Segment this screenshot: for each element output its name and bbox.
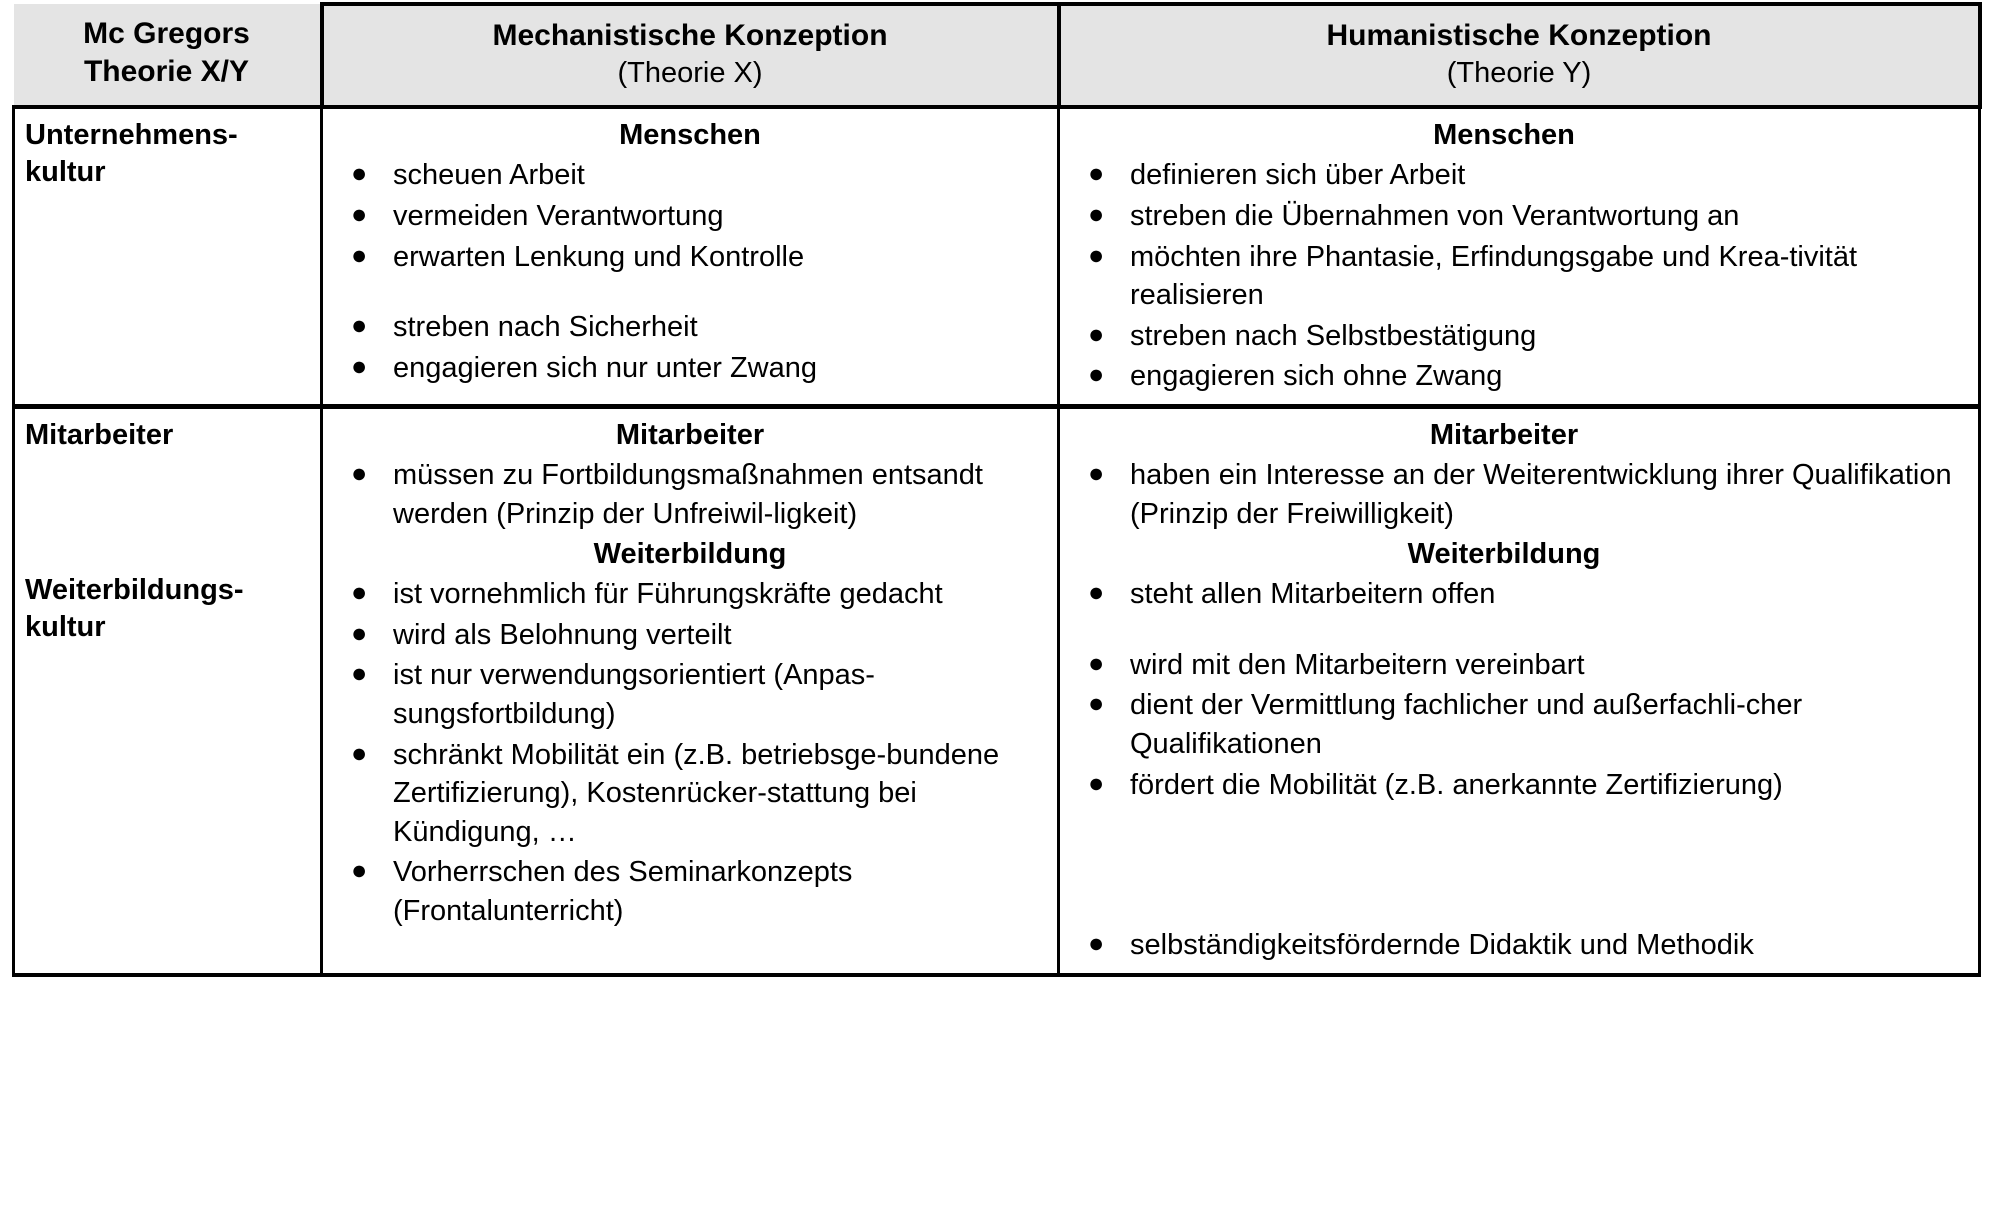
bullet-list-menschen-x — [333, 156, 1047, 387]
row-label-gap — [25, 454, 314, 572]
theory-y-subtitle: (Theorie Y) — [1446, 57, 1592, 89]
row-label-line4: kultur — [25, 610, 106, 643]
list-item — [333, 736, 1047, 852]
list-item — [1070, 926, 1968, 965]
corner-title-line1: Mc Gregors — [83, 16, 250, 50]
list-item — [333, 156, 1047, 195]
bullet-icon: ● — [351, 855, 368, 886]
list-item — [333, 308, 1047, 347]
header-cell-theory-x — [322, 4, 1059, 107]
bullet-icon: ● — [351, 239, 368, 270]
cell-weiterbildung-theorie-x — [322, 406, 1059, 974]
bullet-icon: ● — [1088, 359, 1105, 390]
bullet-list-mitarbeiter-y — [1070, 456, 1968, 533]
list-item-text: erwarten Lenkung und Kontrolle — [393, 240, 805, 273]
corner-title-line2: Theorie X/Y — [83, 55, 250, 89]
bullet-icon: ● — [1088, 158, 1105, 189]
list-item-text: engagieren sich ohne Zwang — [1130, 360, 1503, 393]
bullet-icon: ● — [1088, 318, 1105, 349]
cell-heading-mitarbeiter-y: Mitarbeiter — [1429, 418, 1579, 451]
row-label-mitarbeiter-weiterbildungskultur — [14, 406, 322, 974]
list-item — [333, 456, 1047, 533]
list-item-text: Vorherrschen des Seminarkonzepts (Frontalunterricht) — [393, 856, 853, 927]
list-item-text: wird als Belohnung verteilt — [393, 618, 732, 651]
list-item — [1070, 357, 1968, 396]
cell-unternehmenskultur-theorie-x — [322, 107, 1059, 407]
list-item-text: ist nur verwendungsorientiert (Anpas-sungsfortbildung) — [393, 659, 875, 730]
table-body — [14, 107, 1980, 975]
bullet-icon: ● — [351, 458, 368, 489]
cell-unternehmenskultur-theorie-y — [1059, 107, 1980, 407]
bullet-icon: ● — [351, 658, 368, 689]
list-item-text: streben die Übernahmen von Verantwortung an — [1130, 199, 1740, 232]
list-item — [333, 616, 1047, 655]
list-item — [333, 656, 1047, 733]
bullet-icon: ● — [351, 158, 368, 189]
mcgregor-theory-xy-table — [12, 2, 1982, 977]
theory-x-title: Mechanistische Konzeption — [492, 19, 888, 52]
list-item-text: selbständigkeitsfördernde Didaktik und Methodik — [1130, 929, 1754, 962]
table-header — [14, 4, 1980, 107]
row-label-line2: kultur — [25, 155, 106, 188]
list-item — [333, 575, 1047, 614]
bullet-icon: ● — [1088, 928, 1105, 959]
list-item — [333, 853, 1047, 930]
list-item-text: haben ein Interesse an der Weiterentwicklung ihrer Qualifikation (Prinzip der Freiwilligkeit) — [1130, 459, 1952, 530]
bullet-icon: ● — [351, 198, 368, 229]
list-item — [1070, 646, 1968, 685]
list-item-text: steht allen Mitarbeitern offen — [1130, 578, 1496, 611]
list-item — [333, 238, 1047, 277]
bullet-list-weiterbildung-y — [1070, 575, 1968, 964]
list-item-text: dient der Vermittlung fachlicher und außerfachli-cher Qualifikationen — [1130, 689, 1803, 760]
list-item — [1070, 197, 1968, 236]
bullet-icon: ● — [1088, 688, 1105, 719]
header-cell-corner — [14, 4, 322, 107]
bullet-icon: ● — [1088, 458, 1105, 489]
list-item — [1070, 456, 1968, 533]
list-item-text: müssen zu Fortbildungsmaßnahmen entsandt werden (Prinzip der Unfreiwil-ligkeit) — [393, 459, 983, 530]
bullet-icon: ● — [1088, 577, 1105, 608]
bullet-icon: ● — [1088, 198, 1105, 229]
cell-heading-menschen-y: Menschen — [1433, 118, 1575, 151]
bullet-icon: ● — [351, 350, 368, 381]
list-item-text: schränkt Mobilität ein (z.B. betriebsge-bundene Zertifizierung), Kostenrücker-stattung bei Kündigung, … — [393, 738, 1000, 848]
cell-heading-weiterbildung-y: Weiterbildung — [1407, 537, 1601, 570]
list-item-text: scheuen Arbeit — [393, 159, 585, 192]
table-row — [14, 107, 1980, 407]
bullet-icon: ● — [1088, 767, 1105, 798]
bullet-icon: ● — [351, 577, 368, 608]
row-label-unternehmenskultur — [14, 107, 322, 407]
list-item-text: wird mit den Mitarbeitern vereinbart — [1130, 648, 1585, 681]
list-item — [333, 197, 1047, 236]
bullet-list-weiterbildung-x — [333, 575, 1047, 930]
header-cell-theory-y — [1059, 4, 1980, 107]
list-item — [1070, 686, 1968, 763]
cell-heading-mitarbeiter-x: Mitarbeiter — [615, 418, 765, 451]
bullet-icon: ● — [1088, 239, 1105, 270]
row-label-line1: Mitarbeiter — [25, 418, 174, 451]
list-item — [333, 349, 1047, 388]
bullet-icon: ● — [1088, 647, 1105, 678]
cell-heading-weiterbildung-x: Weiterbildung — [593, 537, 787, 570]
list-item — [1070, 575, 1968, 614]
row-label-line3: Weiterbildungs- — [25, 573, 244, 606]
list-item — [1070, 317, 1968, 356]
list-item-text: fördert die Mobilität (z.B. anerkannte Zertifizierung) — [1130, 768, 1783, 801]
theory-y-title: Humanistische Konzeption — [1326, 19, 1712, 52]
row-label-line1: Unternehmens- — [25, 118, 238, 151]
bullet-icon: ● — [351, 617, 368, 648]
list-item-text: streben nach Selbstbestätigung — [1130, 319, 1537, 352]
list-item — [1070, 238, 1968, 315]
list-item — [1070, 766, 1968, 805]
theory-x-subtitle: (Theorie X) — [617, 57, 763, 89]
cell-weiterbildung-theorie-y — [1059, 406, 1980, 974]
cell-heading-menschen-x: Menschen — [619, 118, 761, 151]
list-item-text: möchten ihre Phantasie, Erfindungsgabe und Krea-tivität realisieren — [1130, 240, 1858, 312]
list-item-text: vermeiden Verantwortung — [393, 199, 724, 232]
list-item-text: streben nach Sicherheit — [393, 311, 698, 344]
bullet-list-mitarbeiter-x — [333, 456, 1047, 533]
bullet-icon: ● — [351, 737, 368, 768]
bullet-icon: ● — [351, 310, 368, 341]
list-item — [1070, 156, 1968, 195]
header-row — [14, 4, 1980, 107]
bullet-list-menschen-y — [1070, 156, 1968, 395]
table-row — [14, 406, 1980, 974]
list-item-text: ist vornehmlich für Führungskräfte gedacht — [393, 578, 943, 611]
list-item-text: engagieren sich nur unter Zwang — [393, 351, 817, 384]
list-item-text: definieren sich über Arbeit — [1130, 159, 1466, 192]
